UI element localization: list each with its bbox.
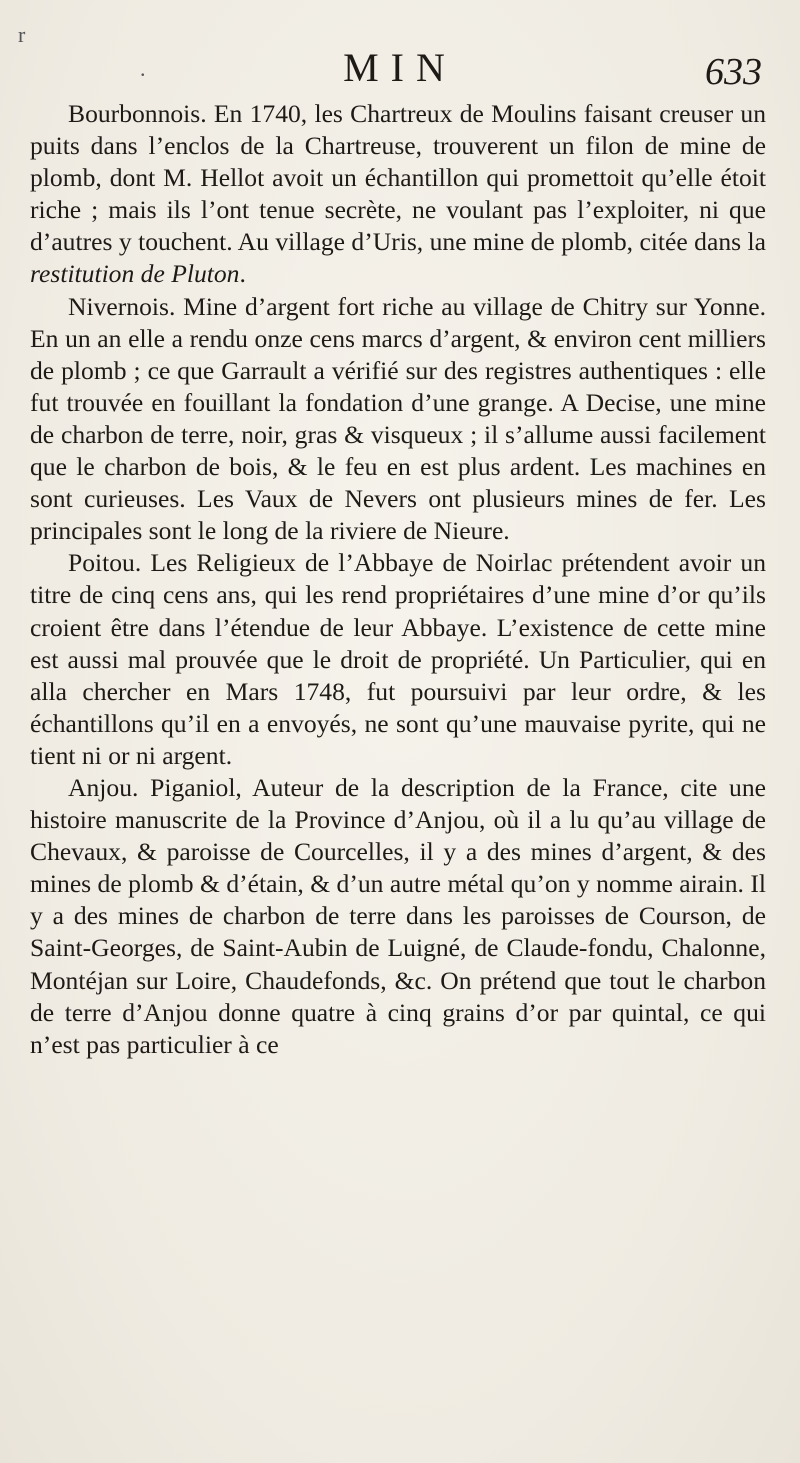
paragraph-text: Anjou. Piganiol, Auteur de la description de la France, cite une histoire manuscrite de la Province d’Anjou, où il a lu qu’au village de Chevaux, & paroisse de Courcelles, il y a des mines d’argent, & des mines de plomb & d’étain, & d’un autre métal qu’on y nomme airain. Il y a des mines de charbon de terre dans les paroisses de Courson, de Saint-Georges, de Saint-Aubin de Luigné, de Claude-fondu, Chalonne, Montéjan sur Loire, Chaudefonds, &c. On prétend que tout le charbon de terre d’Anjou donne quatre à cinq grains d’or par quintal, ce qui n’est pas particulier à ce: [30, 772, 766, 1059]
paragraph-anjou: [30, 772, 766, 1061]
body-text: [30, 98, 766, 1061]
italic-title: restitution de Pluton: [30, 259, 240, 289]
page-number: 633: [705, 51, 762, 93]
corner-mark: r: [18, 22, 26, 47]
paragraph-nivernois: [30, 291, 766, 548]
paragraph-text: Poitou. Les Religieux de l’Abbaye de Noirlac prétendent avoir un titre de cinq cens ans, qui les rend propriétaires d’une mine d’or qu’ils croient être dans l’étendue de leur Abbaye. L’existence de cette mine est aussi mal prouvée que le droit de propriété. Un Particulier, qui en alla chercher en Mars 1748, fut poursuivi par leur ordre, & les échantillons qu’il en a envoyés, ne sont qu’une mauvaise pyrite, qui ne tient ni or ni argent.: [30, 548, 766, 770]
page-header: [0, 44, 800, 94]
paragraph-text: Bourbonnois. En 1740, les Chartreux de Moulins faisant creuser un puits dans l’enclos de la Chartreuse, trouverent un filon de mine de plomb, dont M. Hellot avoit un échantillon qui promettoit qu’elle étoit riche ; mais ils l’ont tenue secrète, ne voulant pas l’exploiter, ni que d’autres y touchent. Au village d’Uris, une mine de plomb, citée dans la: [30, 99, 766, 257]
paragraph-bourbonnois: [30, 98, 766, 291]
paragraph-text-end: .: [239, 259, 246, 289]
paragraph-poitou: [30, 547, 766, 772]
paragraph-text: Nivernois. Mine d’argent fort riche au village de Chitry sur Yonne. En un an elle a rendu onze cens marcs d’argent, & environ cent milliers de plomb ; ce que Garrault a vérifié sur des registres authentiques : elle fut trouvée en fouillant la fondation d’une grange. A Decise, une mine de charbon de terre, noir, gras & visqueux ; il s’allume aussi facilement que le charbon de bois, & le feu en est plus ardent. Les machines en sont curieuses. Les Vaux de Nevers ont plusieurs mines de fer. Les principales sont le long de la riviere de Nieure.: [30, 291, 766, 546]
running-head: MIN: [343, 45, 457, 90]
dot-mark: .: [140, 56, 146, 81]
